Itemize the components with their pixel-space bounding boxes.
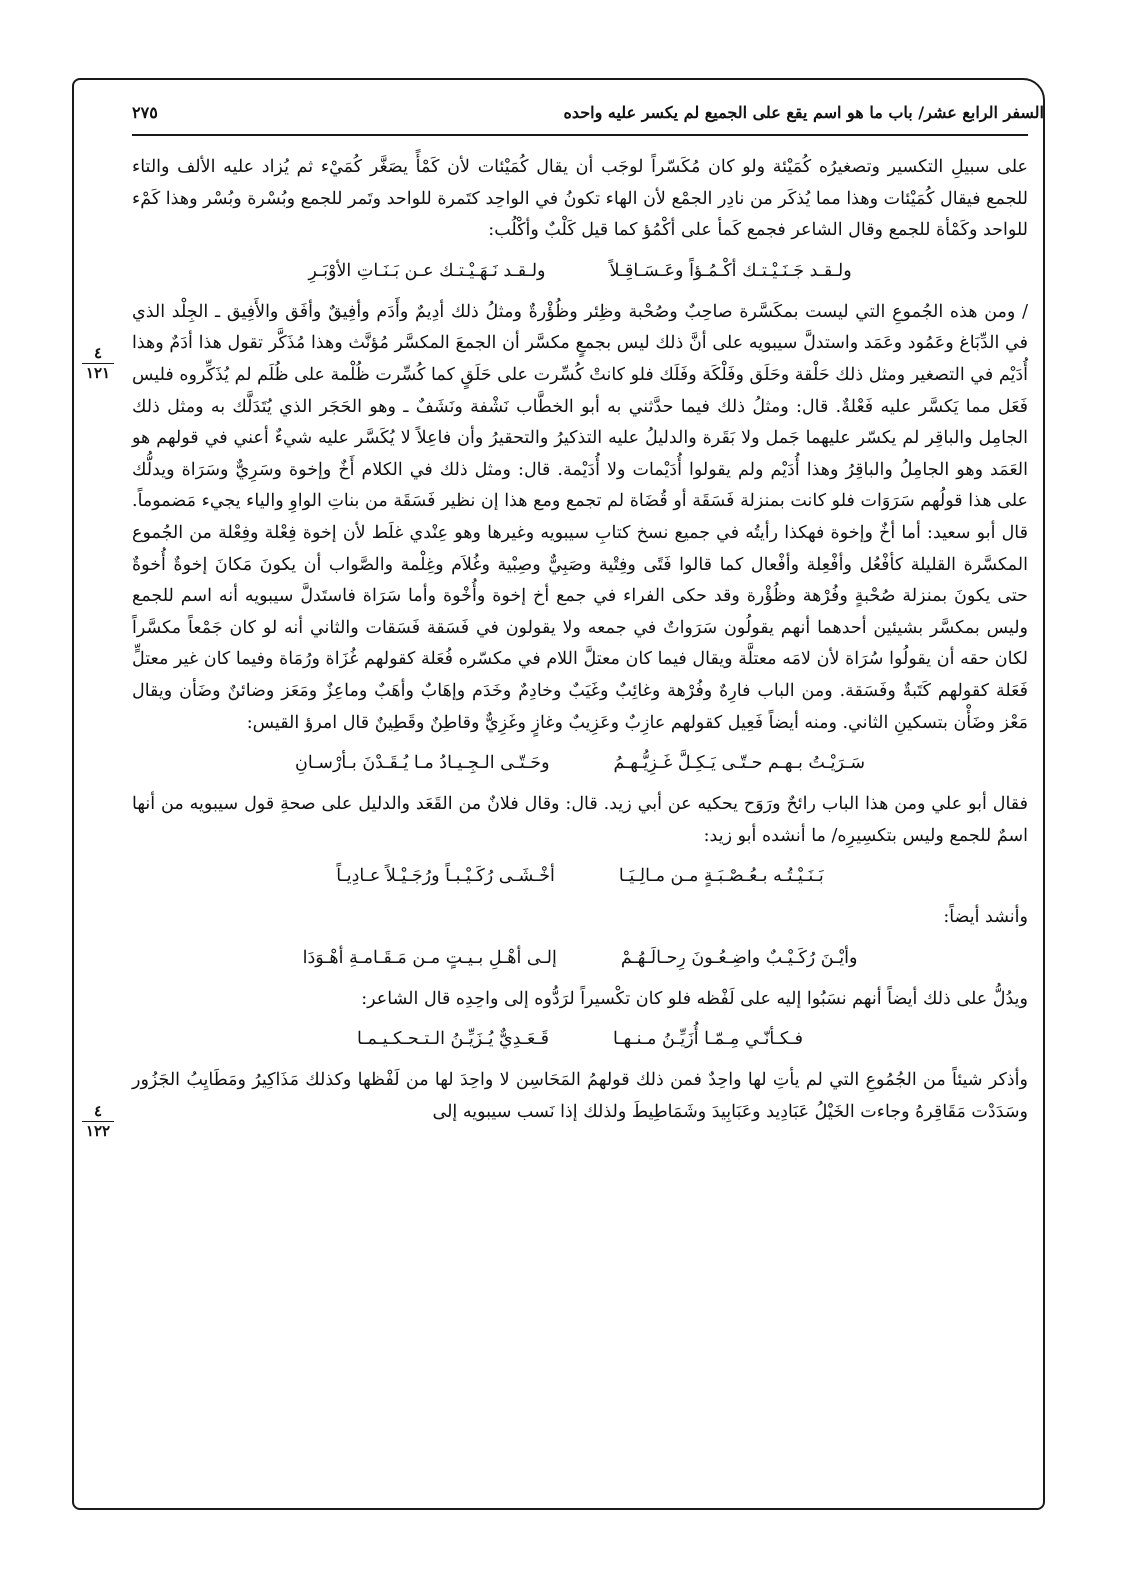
margin-ref-1: [80, 345, 116, 382]
paragraph: فقال أبو علي ومن هذا الباب رائحٌ ورَوَح يحكيه عن أبي زيد. قال: وقال فلانٌ من القَعَد والدليل على صحةِ قول سيبويه من أنها اسمٌ للجمع وليس بتكسِيرِه/ ما أنشده أبو زيد:: [132, 794, 1028, 846]
margin-ref-volume: ٤: [93, 344, 103, 362]
margin-ref-page: ١٢١: [85, 364, 111, 382]
header-rule: [132, 134, 1028, 136]
verse-hemistich-second: قَـعَـدِيٌّ يُـزَيِّـنُ الـتـحـكـيـمـا: [357, 1029, 549, 1050]
running-header: [132, 94, 1044, 130]
verse-hemistich-second: أخْـشَـى رُكَـيْـبـاً ورُجَـيْـلاً عـادِيـاً: [336, 866, 555, 887]
verse-line: [132, 859, 1028, 893]
verse-hemistich-second: وحَـتّـى الـجِـيـادُ مـا يُـقَـدْنَ بـأرْسـانِ: [295, 753, 550, 774]
verse-line: [132, 1022, 1028, 1056]
verse-hemistich-first: بَـنَـيْـتُـه بـعُـصْـبَـةٍ مـن مـالِـيَـا: [618, 866, 824, 887]
verse-hemistich-first: سَـرَيْـتُ بـهـم حـتّـى يَـكِـلَّ غَـزِيُّـهـمُ: [613, 753, 865, 774]
paragraph: على سبيلِ التكسير وتصغيرُه كُمَيْئة ولو كان مُكَسّراً لوجَب أن يقال كُمَيْئات لأن كَمْأً يصَغَّر كُمَيْء ثم يُزاد عليه الألف والتاء للجمع فيقال كُمَيْئات وهذا مما يُذكَر من نادِر الجمْع لأن الهاء تكونُ في الواحِد كتَمرة للواحد وتَمر للجمع وبُسْرة وبُسْر وهذا كَمْء للواحد وكَمْأة للجمع وقال الشاعر فجمع كَمأ على أكْمُؤ كما قيل كَلْبٌ وأكْلُب:: [132, 157, 1028, 241]
paragraph: وأذكر شيئاً من الجُمُوعِ التي لم يأتِ لها واحِدٌ فمن ذلك قولهمُ المَحَاسِن لا واحِدَ لها من لَفْظها وكذلك مَذَاكِيرُ ومَطَايِبُ الجَزُور وسَدَدْت مَقَاقِرهُ وجاءت الخَيْلُ عَبَادِيد وعَبَابِيدَ وشَمَاطِيطَ ولذلك إذا نَسب سيبويه إلى: [132, 1070, 1028, 1123]
margin-ref-2: [80, 1103, 116, 1140]
verse-hemistich-first: فـكـأنّـي مِـمّـا أُزَيِّـنُ مـنـهـا: [612, 1029, 804, 1050]
verse-hemistich-second: ولـقـد نَـهَـيْـتـك عـن بَـنَـاتِ الأوْبَـرِ: [308, 260, 546, 281]
verse-hemistich-first: ولـقـد جَـنَـيْـتـك أكْـمُـؤاً وعَـسَـاقِـلاً: [609, 260, 852, 281]
main-text: [132, 152, 1028, 1136]
paragraph: وأنشد أيضاً:: [943, 907, 1028, 928]
verse-hemistich-first: وأيْـنَ رُكَـيْـبٌ واضِـعُـونَ رِحـالَـهُـمْ: [620, 947, 858, 968]
margin-ref-page: ١٢٢: [85, 1122, 111, 1140]
margin-ref-volume: ٤: [93, 1102, 103, 1120]
running-title: السفر الرابع عشر/ باب ما هو اسم يقع على الجميع لم يكسر عليه واحده: [563, 102, 1044, 122]
paragraph: / ومن هذه الجُموعِ التي ليست بمكَسَّرة صاحِبٌ وصُحْبة وظِئر وظُؤْرةٌ ومثلُ ذلك أدِيمٌ وأَدَم وأفِيقٌ وأفَق والأَفِيق ـ الجِلْد الذي في الدِّبَاغ وعَمُود وعَمَد واستدلَّ سيبويه على أنَّ ذلك ليس بجمعٍ مكسَّر أن الجمعَ المكسَّر مُؤنَّث وهذا مُذَكَّر تقول هذا أدَمٌ وهذا أُدَيْم في التصغير ومثل ذلك حَلْقة وحَلَق وفَلْكَة وفَلَك فلو كانتْ كُسِّرت على حَلَقٍ كما كُسِّرت ظُلْمة على ظُلَم لم يُذَكِّروه فليس فَعَل مما يَكسَّر عليه فَعْلةٌ. قال: ومثلُ ذلك فيما حدَّثني به أبو الخطَّاب نَشْفة ونَشَفٌ ـ وهو الحَجَر الذي يُتَدَلَّك به ومثل ذلك الجامِل والباقِر لم يكسّر عليهما جَمل ولا بَقَرة والدليلُ عليه التذكيرُ والتحقيرُ وأن فاعِلاً لا يُكَسَّر عليه شيءٌ أعني في قولهم هو العَمَد وهو الجامِلُ والباقِرُ وهذا أُدَيْم ولم يقولوا أُدَيْمات ولا أُدَيْمة. قال: ومثل ذلك في الكلام أَخٌ وإخوة وسَرِيٌّ وسَرَاة ويدلُّك على هذا قولُهم سَرَوَات فلو كانت بمنزلة فَسَقَة أو قُضَاة لم تجمع ومع هذا إن نظير فَسَقَة من بناتِ الواوِ والياء يجيء مَضموماً. قال أبو سعيد: أما أخٌ وإخوة فهكذا رأيتُه في جميع نسخ كتابِ سيبويه وغيرها وهو عِنْدي غلَط لأن إخوة فِعْلة وفِعْلة من الجُموع المكسَّرة القليلة كأفْعُل وأفْعِلة وأفْعال كما قالوا فَتًى وفِتْية وصَبِيٌّ وصِبْية وغُلاَم وغِلْمة والصَّواب أن يكونَ مَكانَ إخوةٌ أُخوةٌ حتى يكونَ بمنزلة صُحْبةٍ وفُرْهة وظُؤْرة وقد حكى الفراء في جمع أخ إخوة وأُخْوة وأما سَرَاة فاستَدلَّ سيبويه أنه اسم للجمع وليس بمكسَّر بشيئين أحدهما أنهم يقولُون سَرَواتٌ في جمعه ولا يقولون في فَسَقة فَسَقات والثاني أنه لو كان جَمْعاً مكسَّراً لكان حقه أن يقولُوا سُرَاة لأن لامَه معتلَّة ويقال فيما كان معتلَّ اللام في مكسّره فُعَلة كقولهم غُزَاة ورُمَاة وفيما كان غير معتلٍّ فَعَلة كقولهم كَتَبةٌ وفَسَقة. ومن الباب فارِهٌ وفُرْهة وغائِبٌ وغَيَبٌ وخادِمٌ وخَدَم وإهَابٌ وأهَبٌ وماعِزٌ ومَعَز وضائنٌ وضَأن ويقال مَعْز وضَأْن بتسكينِ الثاني. ومنه أيضاً فَعِيل كقولهم عازِبٌ وعَزِيبٌ وغازٍ وغَزِيٌّ وقاطِنٌ وقَطِينٌ قال امرؤ القيس:: [132, 301, 1028, 733]
verse-line: [132, 746, 1028, 780]
verse-line: [132, 941, 1028, 975]
verse-line: [132, 254, 1028, 288]
page-number: ٢٧٥: [132, 102, 158, 122]
paragraph: ويدُلُّ على ذلك أيضاً أنهم نسَبُوا إليه على لَفْظه فلو كان تكْسيراً لرَدُّوه إلى واحِدِه قال الشاعر:: [361, 988, 1028, 1009]
verse-hemistich-second: إلـى أهْـلِ بـيـتٍ مـن مَـقَـامـةِ أهْـوَدَا: [302, 947, 557, 968]
